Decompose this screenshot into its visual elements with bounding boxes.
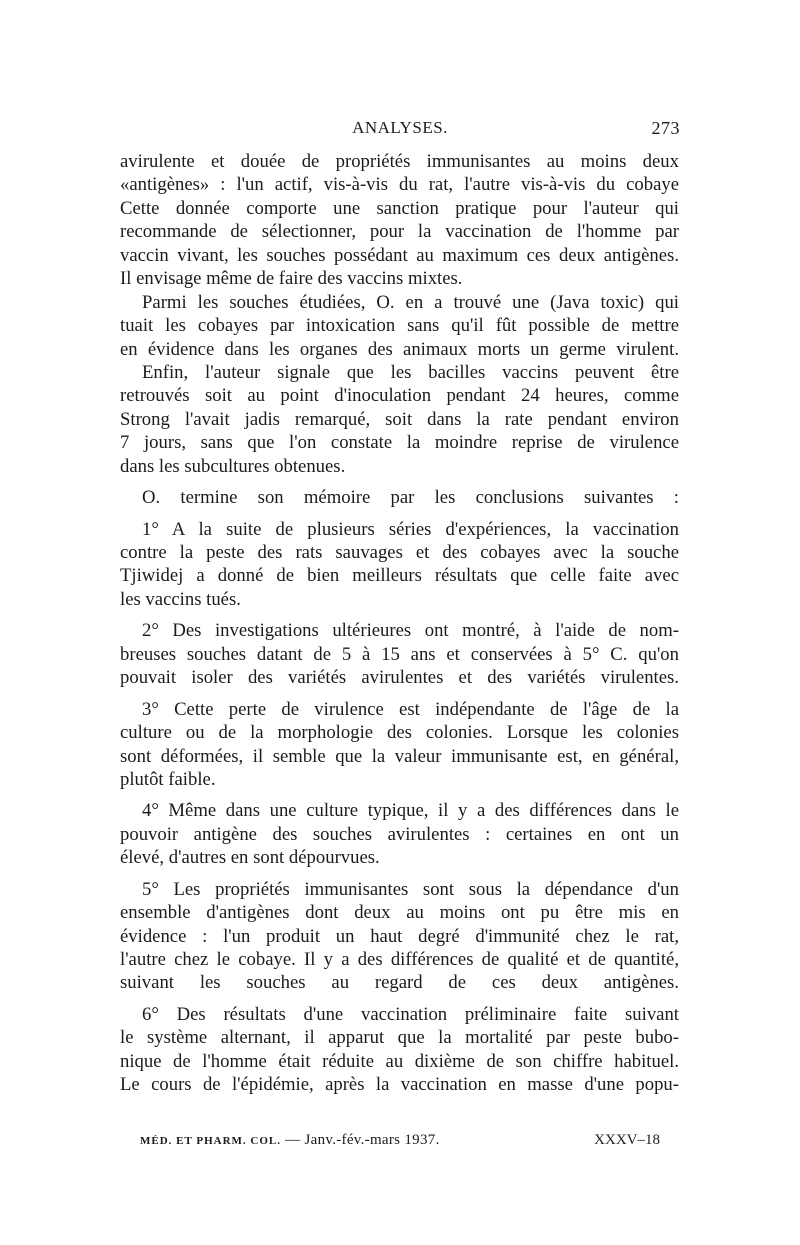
- paragraph-gap: [120, 510, 679, 518]
- footer-date: Janv.-fév.-mars 1937.: [304, 1132, 440, 1148]
- text-line: Strong l'avait jadis remarqué, soit dans la rate pendant environ: [120, 408, 679, 430]
- text-line: Cette donnée comporte une sanction pratique pour l'auteur qui: [120, 197, 679, 219]
- text-line: élevé, d'autres en sont dépourvues.: [120, 847, 380, 869]
- paragraph-3: [120, 361, 679, 478]
- paragraph-2: [120, 291, 679, 361]
- conclusion-6: [120, 1003, 679, 1097]
- text-line: «antigènes» : l'un actif, vis-à-vis du rat, l'autre vis-à-vis du cobaye: [120, 174, 679, 196]
- text-line: 6° Des résultats d'une vaccination préliminaire faite suivant: [142, 1003, 679, 1025]
- text-line: recommande de sélectionner, pour la vaccination de l'homme par: [120, 221, 679, 243]
- text-line: Le cours de l'épidémie, après la vaccination en masse d'une popu-: [120, 1074, 679, 1096]
- paragraph-1: [120, 150, 679, 291]
- page-number: 273: [651, 118, 680, 138]
- text-line: breuses souches datant de 5 à 15 ans et conservées à 5° C. qu'on: [120, 643, 679, 665]
- text-line: Tjiwidej a donné de bien meilleurs résultats que celle faite avec: [120, 565, 679, 587]
- text-line: retrouvés soit au point d'inoculation pendant 24 heures, comme: [120, 385, 679, 407]
- text-line: 7 jours, sans que l'on constate la moindre reprise de virulence: [120, 432, 679, 454]
- conclusion-1: [120, 518, 679, 612]
- paragraph-gap: [120, 478, 679, 486]
- text-line: le système alternant, il apparut que la mortalité par peste bubo-: [120, 1027, 679, 1049]
- text-line: Parmi les souches étudiées, O. en a trouvé une (Java toxic) qui: [142, 291, 679, 313]
- text-line: suivant les souches au regard de ces deux antigènes.: [120, 972, 679, 994]
- paragraph-gap: [120, 995, 679, 1003]
- text-line: contre la peste des rats sauvages et des cobayes avec la souche: [120, 542, 679, 563]
- text-line: ensemble d'antigènes dont deux au moins ont pu être mis en: [120, 902, 679, 924]
- footer-signature: XXXV–18: [594, 1132, 660, 1148]
- conclusion-3: [120, 698, 679, 792]
- text-line: Il envisage même de faire des vaccins mixtes.: [120, 268, 463, 290]
- text-line: vaccin vivant, les souches possédant au maximum ces deux antigènes.: [120, 244, 679, 266]
- text-line: les vaccins tués.: [120, 588, 241, 610]
- paragraph-gap: [120, 611, 679, 619]
- footer-journal: MÉD. ET PHARM. COL.: [140, 1135, 282, 1147]
- text-line: avirulente et douée de propriétés immunisantes au moins deux: [120, 151, 679, 172]
- text-line: 1° A la suite de plusieurs séries d'expériences, la vaccination: [142, 518, 679, 540]
- text-line: culture ou de la morphologie des colonies. Lorsque les colonies: [120, 722, 679, 744]
- text-line: pouvait isoler des variétés avirulentes et des variétés virulentes.: [120, 667, 679, 689]
- running-head-title: ANALYSES.: [352, 118, 448, 137]
- paragraph-gap: [120, 791, 679, 799]
- footer-dash: —: [285, 1132, 301, 1148]
- text-line: plutôt faible.: [120, 768, 216, 790]
- text-line: en évidence dans les organes des animaux morts un germe virulent.: [120, 338, 679, 360]
- text-line: 5° Les propriétés immunisantes sont sous la dépendance d'un: [142, 878, 679, 900]
- text-line: l'autre chez le cobaye. Il y a des différences de qualité et de quantité,: [120, 949, 679, 970]
- body-text: [120, 150, 679, 1097]
- running-header: [120, 118, 680, 140]
- text-line: Enfin, l'auteur signale que les bacilles vaccins peuvent être: [142, 361, 679, 383]
- text-line: 3° Cette perte de virulence est indépendante de l'âge de la: [142, 698, 679, 720]
- text-line: O. termine son mémoire par les conclusions suivantes :: [142, 487, 679, 509]
- text-line: tuait les cobayes par intoxication sans qu'il fût possible de mettre: [120, 315, 679, 337]
- text-line: 4° Même dans une culture typique, il y a des différences dans le: [142, 800, 679, 822]
- conclusion-4: [120, 799, 679, 869]
- text-line: nique de l'homme était réduite au dixième de son chiffre habituel.: [120, 1050, 679, 1072]
- text-line: pouvoir antigène des souches avirulentes : certaines en ont un: [120, 823, 679, 845]
- page-footer: [140, 1132, 660, 1154]
- text-line: sont déformées, il semble que la valeur immunisante est, en général,: [120, 745, 679, 767]
- footer-citation: [140, 1132, 440, 1149]
- text-line: évidence : l'un produit un haut degré d'immunité chez le rat,: [120, 925, 679, 947]
- paragraph-4: [120, 486, 679, 509]
- paragraph-gap: [120, 870, 679, 878]
- text-line: dans les subcultures obtenues.: [120, 455, 346, 477]
- conclusion-2: [120, 619, 679, 689]
- paragraph-gap: [120, 690, 679, 698]
- text-line: 2° Des investigations ultérieures ont montré, à l'aide de nom-: [142, 620, 679, 642]
- conclusion-5: [120, 878, 679, 995]
